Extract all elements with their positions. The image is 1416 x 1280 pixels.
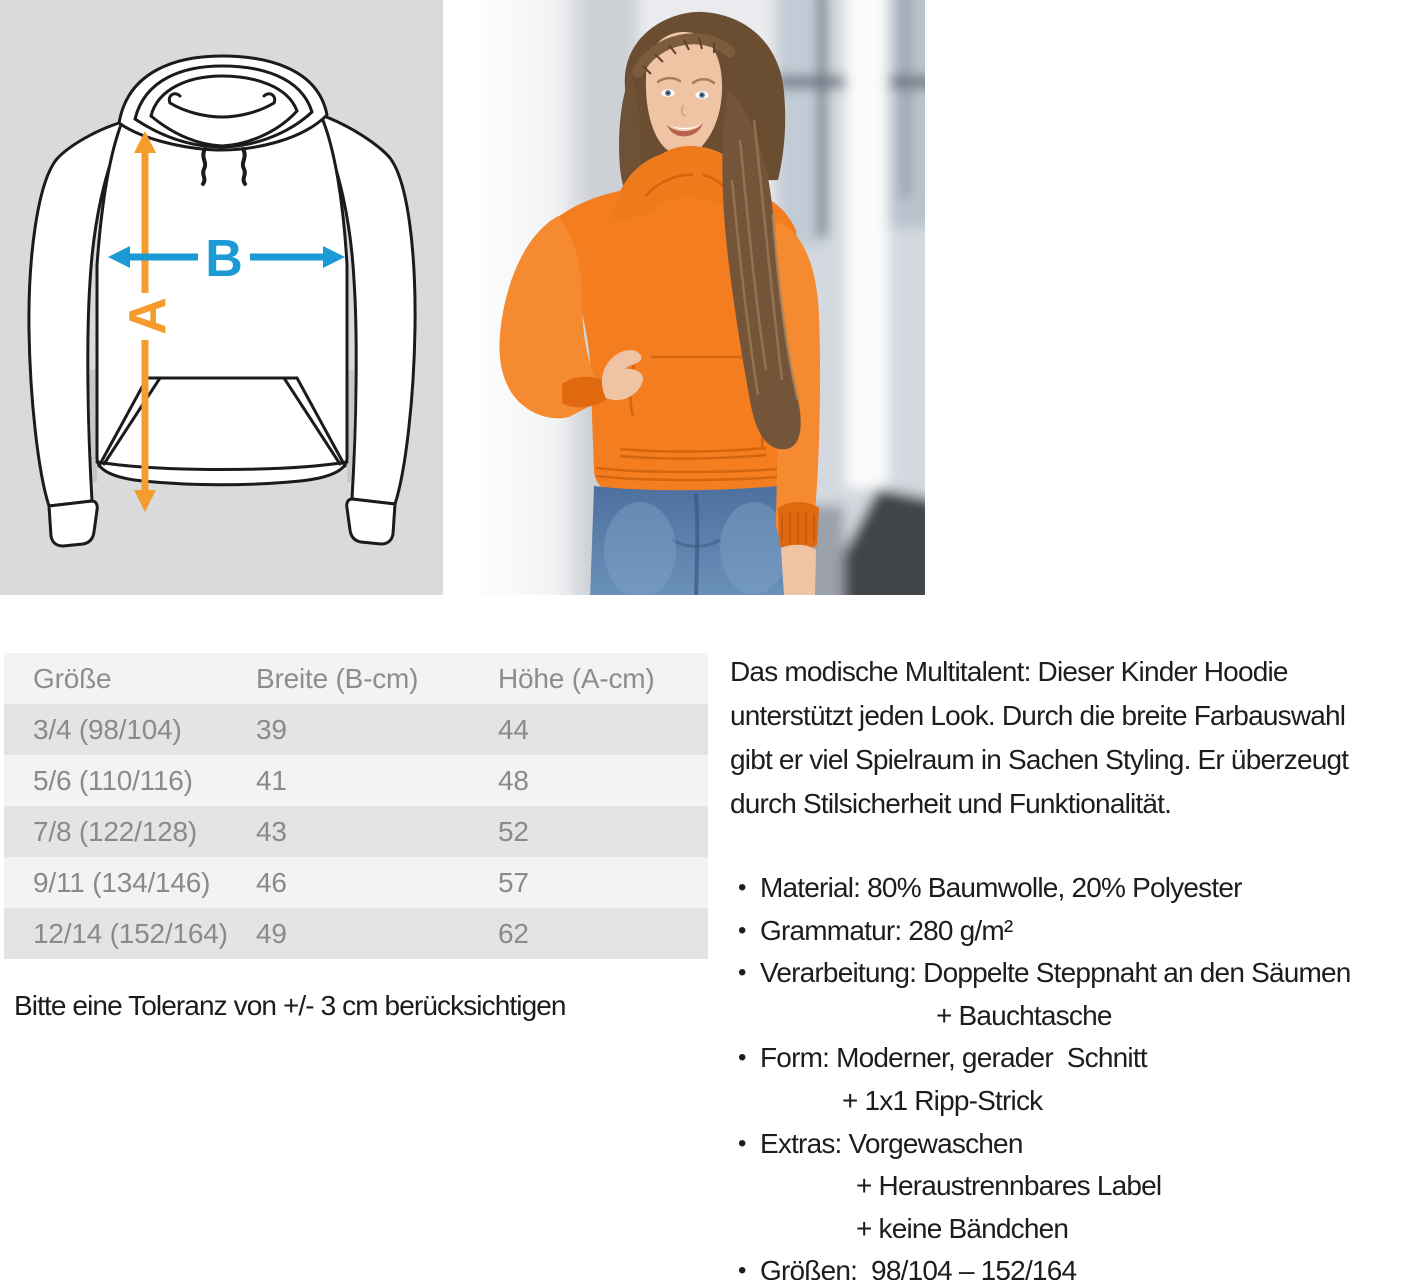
cell-height: 57 bbox=[498, 867, 529, 898]
table-row bbox=[4, 806, 708, 857]
feature-item bbox=[730, 867, 1416, 910]
cell-width: 41 bbox=[256, 765, 287, 796]
feature-text: Verarbeitung: Doppelte Steppnaht an den Säumen bbox=[760, 957, 1351, 989]
bullet-icon: • bbox=[738, 959, 746, 987]
col-header-breite: Breite (B-cm) bbox=[256, 663, 419, 694]
cell-size: 7/8 (122/128) bbox=[33, 816, 197, 847]
size-table bbox=[4, 653, 708, 959]
feature-item bbox=[730, 910, 1416, 953]
tolerance-note: Bitte eine Toleranz von +/- 3 cm berücksichtigen bbox=[14, 990, 566, 1021]
bullet-icon: • bbox=[738, 1044, 746, 1072]
cell-height: 52 bbox=[498, 816, 529, 847]
col-header-hoehe: Höhe (A-cm) bbox=[498, 663, 655, 694]
feature-subitem bbox=[730, 995, 1416, 1038]
intro-line: Das modische Multitalent: Dieser Kinder Hoodie bbox=[730, 656, 1288, 687]
feature-text: Material: 80% Baumwolle, 20% Polyester bbox=[760, 872, 1242, 903]
model-photo bbox=[478, 0, 925, 595]
bullet-icon: • bbox=[738, 874, 746, 901]
table-row bbox=[4, 704, 708, 755]
size-diagram-panel bbox=[0, 0, 443, 595]
feature-text: Grammatur: 280 g/m² bbox=[760, 914, 1013, 946]
cell-size: 5/6 (110/116) bbox=[33, 765, 193, 796]
feature-item bbox=[730, 952, 1416, 995]
feature-text: Extras: Vorgewaschen bbox=[760, 1127, 1023, 1159]
cell-width: 39 bbox=[256, 714, 287, 745]
hoodie-measurement-diagram-icon bbox=[0, 0, 443, 595]
intro-line: gibt er viel Spielraum in Sachen Styling. Er überzeugt bbox=[730, 744, 1349, 775]
feature-subitem bbox=[730, 1208, 1416, 1251]
feature-subitem bbox=[730, 1080, 1416, 1123]
feature-text: + 1x1 Ripp-Strick bbox=[842, 1084, 1043, 1116]
bullet-icon: • bbox=[738, 1129, 746, 1157]
intro-line: durch Stilsicherheit und Funktionalität. bbox=[730, 788, 1172, 819]
label-a: A bbox=[119, 297, 177, 335]
cell-width: 49 bbox=[256, 918, 287, 949]
bullet-icon: • bbox=[738, 1257, 746, 1280]
table-row bbox=[4, 908, 708, 959]
table-row bbox=[4, 857, 708, 908]
cell-width: 43 bbox=[256, 816, 287, 847]
description-intro bbox=[730, 650, 1416, 826]
feature-item bbox=[730, 1250, 1416, 1280]
cell-width: 46 bbox=[256, 867, 287, 898]
feature-text: + keine Bändchen bbox=[856, 1212, 1069, 1244]
cell-size: 12/14 (152/164) bbox=[33, 918, 228, 949]
cell-height: 48 bbox=[498, 765, 529, 796]
feature-item bbox=[730, 1123, 1416, 1166]
col-header-groesse: Größe bbox=[33, 663, 112, 694]
model-photo-illustration bbox=[478, 0, 925, 595]
cell-height: 62 bbox=[498, 918, 529, 949]
size-table-header bbox=[4, 653, 708, 704]
label-b: B bbox=[205, 230, 243, 288]
table-row bbox=[4, 755, 708, 806]
product-description bbox=[730, 650, 1416, 1280]
cell-size: 3/4 (98/104) bbox=[33, 714, 182, 745]
feature-list bbox=[730, 867, 1416, 1280]
feature-text: + Bauchtasche bbox=[936, 999, 1112, 1031]
feature-item bbox=[730, 1037, 1416, 1080]
bullet-icon: • bbox=[738, 916, 746, 944]
feature-subitem bbox=[730, 1165, 1416, 1208]
feature-text: Form: Moderner, gerader Schnitt bbox=[760, 1042, 1147, 1074]
cell-height: 44 bbox=[498, 714, 529, 745]
feature-text: + Heraustrennbares Label bbox=[856, 1170, 1162, 1202]
feature-text: Größen: 98/104 – 152/164 bbox=[760, 1255, 1077, 1280]
intro-line: unterstützt jeden Look. Durch die breite Farbauswahl bbox=[730, 700, 1346, 731]
cell-size: 9/11 (134/146) bbox=[33, 867, 211, 898]
